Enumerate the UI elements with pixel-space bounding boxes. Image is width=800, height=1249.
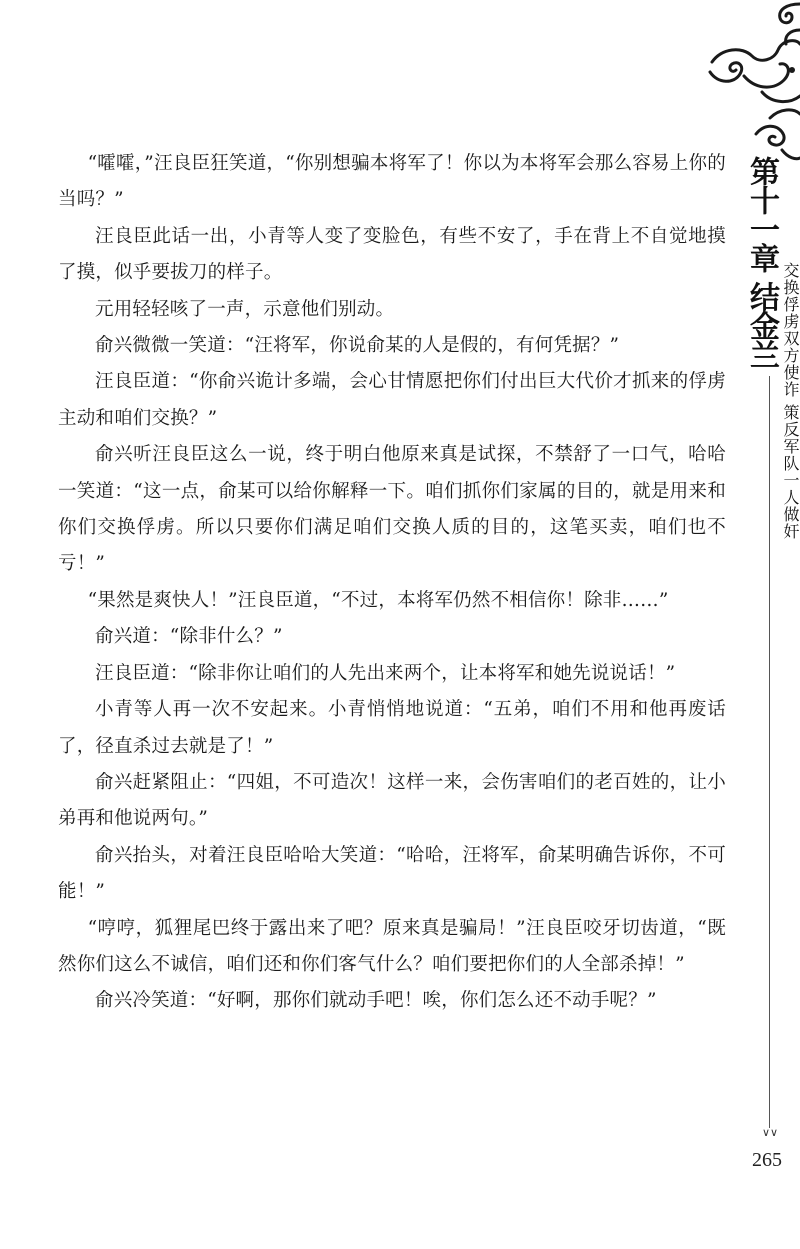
cloud-scroll-icon	[700, 0, 800, 170]
paragraph: 俞兴冷笑道：“好啊，那你们就动手吧！唉，你们怎么还不动手呢？”	[95, 990, 657, 1012]
paragraph: 俞兴道：“除非什么？”	[95, 626, 283, 648]
page-number: 265	[752, 1149, 782, 1171]
paragraph: 小青等人再一次不安起来。小青悄悄地说道：“五弟，咱们不用和他再废话了，径直杀过去就是了！”	[58, 699, 726, 757]
body-text	[58, 146, 726, 1020]
paragraph: 汪良臣此话一出，小青等人变了变脸色，有些不安了，手在背上不自觉地摸了摸，似乎要拔刀的样子。	[58, 225, 726, 284]
paragraph: 元用轻轻咳了一声，示意他们别动。	[95, 298, 395, 320]
paragraph: 汪良臣道：“你俞兴诡计多端，会心甘情愿把你们付出巨大代价才抓来的俘虏主动和咱们交换？”	[58, 371, 726, 429]
paragraph: 俞兴赶紧阻止：“四姐，不可造次！这样一来，会伤害咱们的老百姓的，让小弟再和他说两句。”	[58, 771, 726, 830]
page-marker-icon: ∨∨	[761, 1126, 779, 1139]
chapter-title: 第十一章 结金兰	[742, 150, 778, 376]
paragraph: 俞兴听汪良臣这么一说，终于明白他原来真是试探，不禁舒了一口气，哈哈一笑道：“这一点，俞某可以给你解释一下。咱们抓你们家属的目的，就是用来和你们交换俘虏。所以只要你们满足咱们交换人质的目的，这笔买卖，咱们也不亏！”	[58, 444, 726, 575]
paragraph: “哼哼，狐狸尾巴终于露出来了吧？原来真是骗局！”汪良臣咬牙切齿道，“既然你们这么不诚信，咱们还和你们客气什么？咱们要把你们的人全部杀掉！”	[58, 917, 726, 975]
paragraph: 汪良臣道：“除非你让咱们的人先出来两个，让本将军和她先说说话！”	[95, 662, 676, 684]
paragraph: “嚯嚯，”汪良臣狂笑道，“你别想骗本将军了！你以为本将军会那么容易上你的当吗？”	[58, 153, 726, 211]
paragraph: 俞兴抬头，对着汪良臣哈哈大笑道：“哈哈，汪将军，俞某明确告诉你，不可能！”	[58, 844, 726, 903]
paragraph: “果然是爽快人！”汪良臣道，“不过，本将军仍然不相信你！除非……”	[87, 589, 669, 611]
paragraph: 俞兴微微一笑道：“汪将军，你说俞某的人是假的，有何凭据？”	[95, 335, 620, 357]
chapter-subtitle: 交换俘虏双方使诈 策反军队一人做奸	[781, 262, 800, 541]
